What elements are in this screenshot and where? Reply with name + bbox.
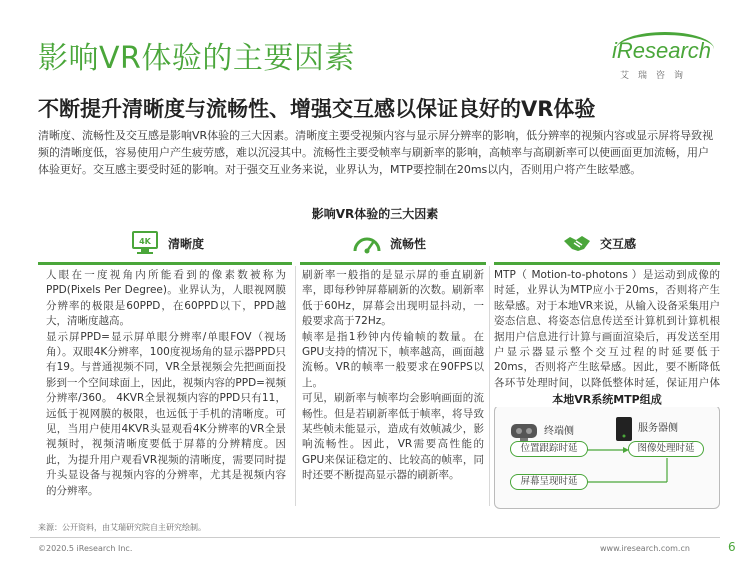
column-header-fluency: [352, 226, 426, 260]
footer-divider: [30, 537, 720, 538]
mtp-diagram: [494, 405, 720, 509]
column-header-interaction: [562, 226, 636, 260]
section-title: 影响VR体验的三大因素: [311, 207, 439, 221]
column-label: 交互感: [600, 236, 637, 251]
website-link[interactable]: www.iresearch.com.cn: [600, 544, 690, 553]
copyright: ©2020.5 iResearch Inc.: [38, 544, 133, 553]
image-processing-latency: 图像处理时延: [628, 441, 704, 457]
column-underline: [38, 262, 292, 265]
page-subtitle: 不断提升清晰度与流畅性、增强交互感以保证良好的VR体验: [38, 97, 596, 121]
logo-text: iResearch: [612, 38, 712, 63]
column-divider: [489, 266, 490, 506]
column-text-fluency: 刷新率一般指的是显示屏的垂直刷新率，即每秒钟屏幕刷新的次数。刷新率低于60Hz，屏幕会出现明显抖动，一般要求高于72Hz。 帧率是指1秒钟内传输帧的数量。在GPU支持的情况下，帧率越高，画面越流畅。VR的帧率一般要求在90FPS以上。 可见，刷新率与帧率均会影响画面的流畅性。但是若刷新率低于帧率，将导致某些帧未能显示，造成有效帧减少，影响流畅性。因此，VR需要高性能的GPU来保证稳定的、比较高的帧率，同时还要不断提高显示器的刷新率。: [302, 269, 484, 482]
handshake-icon: [562, 229, 592, 257]
page-number: 6: [728, 540, 736, 554]
column-text-clarity: 人眼在一度视角内所能看到的像素数被称为PPD(Pixels Per Degree)。业界认为，人眼视网膜分辨率的极限是60PPD，在60PPD以下，PPD越大，清晰度越高。 显示屏PPD=显示屏单眼分辨率/单眼FOV（视场角）。双眼4K分辨率，100度视场角的显示器PPD只有19。与普通视频不同，VR全景视频会先把画面投影到一个空间球面上，因此，视频内容的PPD=视频分辨率/360。 4KVR全景视频内容的PPD只有11，远低于视网膜的极限，也远低于手机的清晰度。可见，当用户使用4KVR头显观看4K分辨率的VR全景视频时，视频清晰度要低于屏幕的分辨精度。因此，为提升用户观看VR视频的清晰度，需要同时提升头显设备与视频内容的分辨率，尤其是视频内容的分辨率。: [46, 269, 286, 497]
column-text-interaction: MTP（ Motion-to-photons ）是运动到成像的时延，业界认为MTP应小于20ms，否则将产生眩晕感。对于本地VR来说，从输入设备采集用户姿态信息、将姿态信息传送至计算机到计算机根据用户信息进行计算与画面渲染后，再发送至用户显示器显示整个交互过程的时延要低于20ms，否则将产生眩晕感。因此，要不断降低各环节处理时间，以降低整体时延，保证用户体: [494, 269, 720, 389]
speedometer-icon: [352, 229, 382, 257]
position-tracking-latency: 位置跟踪时延: [510, 441, 588, 457]
column-label: 清晰度: [168, 236, 205, 251]
column-label: 流畅性: [390, 236, 427, 251]
column-underline: [300, 262, 486, 265]
column-divider: [295, 266, 296, 506]
server-label: 服务器侧: [638, 423, 678, 434]
column-header-clarity: [130, 226, 204, 260]
screen-display-latency: 屏幕呈现时延: [510, 474, 588, 490]
mtp-arrows: [495, 406, 721, 510]
iresearch-logo: [612, 40, 717, 90]
intro-paragraph: 清晰度、流畅性及交互感是影响VR体验的三大因素。清晰度主要受视频内容与显示屏分辨率的影响，低分辨率的视频内容或显示屏将导致视频的清晰度低，容易使用户产生疲劳感，难以沉浸其中。流畅性主要受帧率与刷新率的影响，高帧率与高刷新率可以使画面更加流畅，用户体验更好。交互感主要受时延的影响。对于强交互业务来说，业界认为，MTP要控制在20ms以内，否则用户将产生眩晕感。: [38, 129, 714, 176]
display-4k-icon: [130, 229, 160, 257]
svg-text:4K: 4K: [139, 237, 151, 246]
logo-arc: [616, 32, 714, 66]
page-title: 影响VR体验的主要因素: [38, 41, 355, 76]
mtp-title: 本地VR系统MTP组成: [494, 391, 720, 407]
column-underline: [494, 262, 720, 265]
terminal-label: 终端侧: [544, 426, 574, 437]
logo-sub: 艾瑞咨询: [620, 71, 693, 81]
source-note: 来源：公开资料，由艾瑞研究院自主研究绘制。: [38, 523, 206, 532]
